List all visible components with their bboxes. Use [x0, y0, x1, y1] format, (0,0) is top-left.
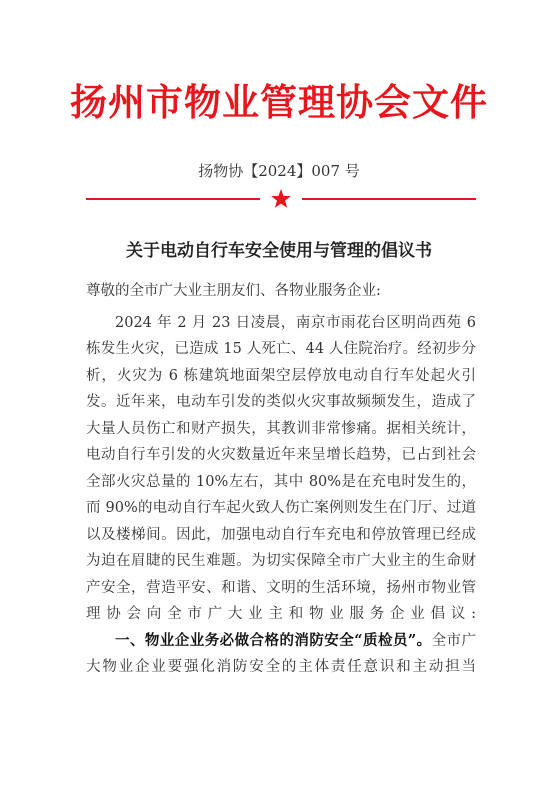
red-divider — [86, 188, 476, 210]
body-paragraph: 2024 年 2 月 23 日凌晨，南京市雨花台区明尚西苑 6 栋发生火灾，已造成 15 人死亡、44 人住院治疗。经初步分析，火灾为 6 栋建筑地面架空层停放电动自行车处起火引发。近年来，电动车引发的类似火灾事故频频发生，造成了大量人员伤亡和财产损失，其教训非常惨痛。据相关统计，电动自行车引发的火灾数量近年来呈增长趋势，已占到社会全部火灾总量的 10%左右，其中 80%是在充电时发生的，而 90%的电动自行车起火致人伤亡案例则发生在门厅、过道以及楼梯间。因此，加强电动自行车充电和停放管理已经成为迫在眉睫的民生难题。为切实保障全市广大业主的生命财产安全，营造平安、和谐、文明的生活环境，扬州市物业管理协会向全市广大业主和物业服务企业倡议: — [86, 314, 476, 622]
section-text: 全市广大物业企业要强化消防安全的主体责任意识和主动担当 — [86, 632, 476, 675]
salutation: 尊敬的全市广大业主朋友们、各物业服务企业: — [86, 283, 381, 299]
divider-line-left — [86, 198, 260, 200]
document-body — [86, 278, 476, 681]
document-title: 关于电动自行车安全使用与管理的倡议书 — [126, 241, 432, 261]
divider-line-right — [302, 198, 476, 200]
section-paragraph — [86, 628, 476, 681]
red-star-icon — [270, 188, 292, 210]
section-heading: 一、物业企业务必做合格的消防安全“质检员”。 — [115, 631, 432, 649]
masthead-title: 扬州市物业管理协会文件 — [70, 80, 488, 124]
document-number: 扬物协【2024】007 号 — [198, 162, 360, 180]
